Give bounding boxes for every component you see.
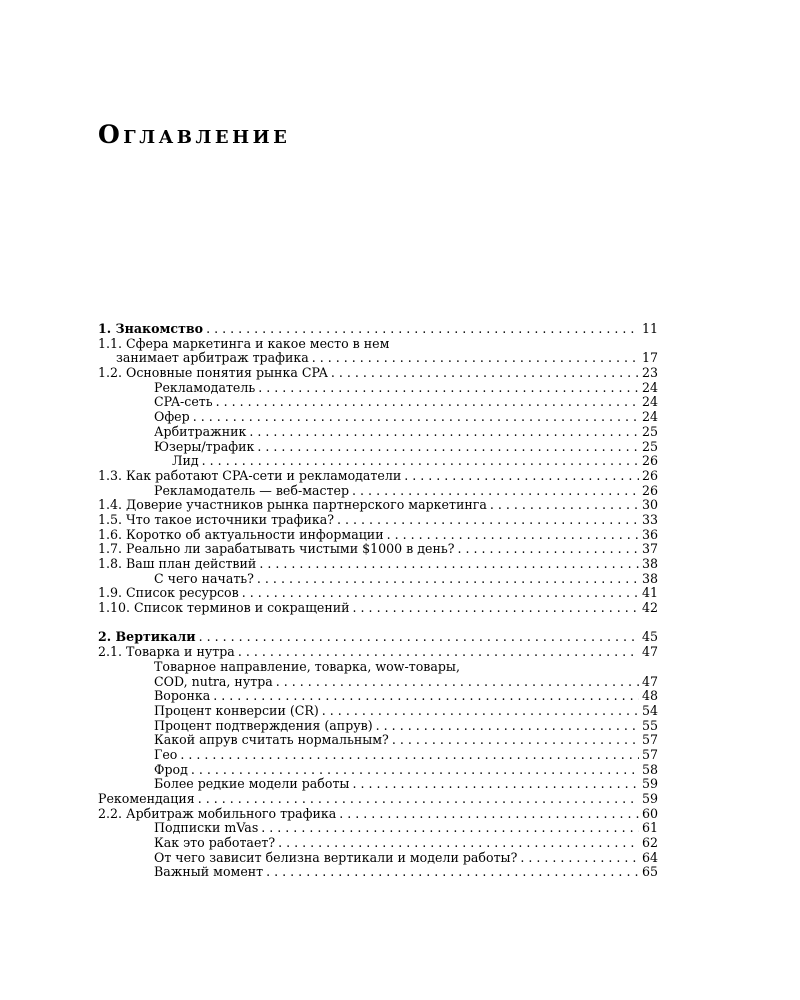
dot-leader — [276, 675, 639, 690]
toc-entry-title: Юзеры/трафик — [154, 438, 255, 454]
dot-leader — [387, 528, 639, 543]
toc-entry-2-1-4[interactable] — [98, 719, 658, 734]
toc-entry-title: 2. Вертикали — [98, 629, 196, 645]
toc-entry-title: 1.2. Основные понятия рынка CPA — [98, 365, 328, 381]
dot-leader — [322, 704, 639, 719]
dot-leader — [490, 498, 639, 513]
toc-entry-title: 1.10. Список терминов и сокращений — [98, 600, 350, 616]
toc-entry-2-2-2[interactable] — [98, 836, 658, 851]
toc-entry-title: 2.2. Арбитраж мобильного трафика — [98, 805, 337, 821]
toc-page-number: 30 — [641, 497, 658, 513]
dot-leader — [193, 410, 639, 425]
dot-leader — [213, 689, 639, 704]
toc-entry-1-7[interactable] — [98, 542, 658, 557]
toc-entry-title: Лид — [172, 453, 199, 469]
dot-leader — [352, 484, 639, 499]
dot-leader — [339, 807, 639, 822]
toc-entry-title: Как это работает? — [154, 835, 276, 851]
toc-entry-title: Процент подтверждения (апрув) — [154, 717, 373, 733]
toc-entry-1-1-line1[interactable] — [98, 337, 658, 352]
toc-entry-2-1-3[interactable] — [98, 704, 658, 719]
toc-page-number: 55 — [641, 717, 658, 733]
toc-entry-2-1-2[interactable] — [98, 689, 658, 704]
toc-page-number: 54 — [641, 702, 658, 718]
toc-page-number: 11 — [641, 321, 658, 336]
toc-page-number: 24 — [641, 394, 658, 410]
toc-entry-1-3-1[interactable] — [98, 484, 658, 499]
toc-entry-title: занимает арбитраж трафика — [116, 350, 309, 366]
dot-leader — [261, 821, 639, 836]
toc-entry-title: 2.1. Товарка и нутра — [98, 644, 235, 660]
toc-page-number: 24 — [641, 409, 658, 425]
dot-leader — [376, 719, 639, 734]
toc-entry-title: Рекомендация — [98, 791, 195, 806]
dot-leader — [457, 542, 638, 557]
toc-entry-title: С чего начать? — [154, 570, 254, 586]
toc-entry-title: 1.7. Реально ли зарабатывать чистыми $1000 в день? — [98, 541, 455, 557]
toc-page-number: 41 — [641, 585, 658, 601]
section-gap — [98, 616, 658, 631]
toc-page-number: 25 — [641, 438, 658, 454]
toc-entry-1-2-4[interactable] — [98, 425, 658, 440]
toc-page-number: 36 — [641, 526, 658, 542]
dot-leader — [206, 322, 639, 337]
dot-leader — [249, 425, 639, 440]
dot-leader — [352, 777, 639, 792]
toc-page-number: 45 — [641, 629, 658, 645]
toc-page-number: 26 — [641, 467, 658, 483]
toc-page-number: 65 — [641, 864, 658, 880]
toc-entry-title: Подписки mVas — [154, 820, 259, 836]
toc-entry-1-2-6[interactable] — [98, 454, 658, 469]
toc-entry-title: Рекламодатель — [154, 379, 256, 395]
toc-entry-2-1-1-line1[interactable] — [98, 660, 658, 675]
dot-leader — [202, 454, 639, 469]
toc-page-number: 47 — [641, 644, 658, 660]
toc-entry-1-1-line2[interactable] — [98, 351, 658, 366]
toc-entry-title: CPA-сеть — [154, 394, 213, 410]
toc-page-number: 48 — [641, 688, 658, 704]
page-title: Оглавление — [98, 120, 291, 149]
toc-page-number: 62 — [641, 835, 658, 851]
toc-page-number: 42 — [641, 600, 658, 616]
toc-entry-2-2-3[interactable] — [98, 851, 658, 866]
toc-entry-2-1-6[interactable] — [98, 748, 658, 763]
toc-entry-2-2-4[interactable] — [98, 865, 658, 880]
toc-entry-title: 1.6. Коротко об актуальности информации — [98, 526, 384, 542]
dot-leader — [278, 836, 639, 851]
toc-entry-1-2-5[interactable] — [98, 440, 658, 455]
dot-leader — [199, 630, 639, 645]
toc-page-number: 47 — [641, 673, 658, 689]
toc-entry-title: 1.4. Доверие участников рынка партнерского маркетинга — [98, 497, 487, 513]
toc-entry-title: COD, nutra, нутра — [154, 673, 273, 689]
dot-leader — [392, 733, 639, 748]
toc-entry-title: Офер — [154, 409, 190, 425]
toc-entry-title: 1.3. Как работают CPA-сети и рекламодатели — [98, 467, 402, 483]
toc-entry-title: 1.1. Сфера маркетинга и какое место в нем — [98, 335, 390, 351]
toc-entry-title: 1. Знакомство — [98, 321, 204, 336]
toc-entry-2-1-5[interactable] — [98, 733, 658, 748]
dot-leader — [198, 792, 639, 807]
toc-entry-1-8-1[interactable] — [98, 572, 658, 587]
dot-leader — [353, 601, 639, 616]
toc-entry-title: Воронка — [154, 688, 211, 704]
toc-entry-1-4[interactable] — [98, 498, 658, 513]
toc-page-number: 57 — [641, 746, 658, 762]
dot-leader — [312, 351, 639, 366]
toc-entry-title: От чего зависит белизна вертикали и модели работы? — [154, 849, 518, 865]
toc-page-number: 24 — [641, 379, 658, 395]
toc-entry-1-8[interactable] — [98, 557, 658, 572]
toc-entry-1-10[interactable] — [98, 601, 658, 616]
dot-leader — [259, 557, 639, 572]
toc-entry-2-2[interactable] — [98, 807, 658, 822]
toc-entry-title: Гео — [154, 746, 178, 762]
toc-entry-title: Важный момент — [154, 864, 264, 880]
toc-entry-1-6[interactable] — [98, 528, 658, 543]
dot-leader — [404, 469, 639, 484]
toc-entry-1-3[interactable] — [98, 469, 658, 484]
toc-entry-title: Какой апрув считать нормальным? — [154, 732, 389, 748]
toc-entry-title: 1.9. Список ресурсов — [98, 585, 239, 601]
dot-leader — [238, 645, 639, 660]
toc-page-number: 59 — [641, 791, 658, 806]
dot-leader — [258, 381, 639, 396]
toc-page-number: 26 — [641, 482, 658, 498]
toc-entry-2-1-1-line2[interactable] — [98, 675, 658, 690]
toc-entry-2-1[interactable] — [98, 645, 658, 660]
toc-entry-recommendation[interactable] — [98, 792, 658, 807]
toc-entry-2-1-8[interactable] — [98, 777, 658, 792]
toc-entry-1-2-1[interactable] — [98, 381, 658, 396]
toc-entry-section-1[interactable] — [98, 322, 658, 337]
toc-entry-section-2[interactable] — [98, 630, 658, 645]
dot-leader — [191, 763, 639, 778]
dot-leader — [257, 440, 639, 455]
toc-page-number: 17 — [641, 350, 658, 366]
toc-entry-1-9[interactable] — [98, 586, 658, 601]
dot-leader — [216, 395, 639, 410]
toc-entry-title: Рекламодатель — веб-мастер — [154, 482, 350, 498]
toc-entry-1-2-2[interactable] — [98, 395, 658, 410]
toc-entry-title: Фрод — [154, 761, 188, 777]
toc-page-number: 57 — [641, 732, 658, 748]
toc-page-number: 58 — [641, 761, 658, 777]
dot-leader — [331, 366, 639, 381]
toc-page-number: 64 — [641, 849, 658, 865]
toc-page-number: 23 — [641, 365, 658, 381]
dot-leader — [180, 748, 639, 763]
toc-entry-1-5[interactable] — [98, 513, 658, 528]
toc-entry-2-1-7[interactable] — [98, 763, 658, 778]
toc-entry-title: Товарное направление, товарка, wow-товары, — [154, 658, 460, 674]
dot-leader — [520, 851, 639, 866]
dot-leader — [337, 513, 639, 528]
dot-leader — [257, 572, 639, 587]
toc-page-number: 38 — [641, 556, 658, 571]
dot-leader — [242, 586, 639, 601]
toc-page-number: 38 — [641, 570, 658, 586]
toc-page-number: 33 — [641, 511, 658, 527]
toc-entry-2-2-1[interactable] — [98, 821, 658, 836]
dot-leader — [266, 865, 639, 880]
toc-entry-1-2[interactable] — [98, 366, 658, 381]
table-of-contents — [98, 322, 658, 880]
toc-page-number: 37 — [641, 541, 658, 557]
toc-entry-1-2-3[interactable] — [98, 410, 658, 425]
toc-page-number: 60 — [641, 805, 658, 821]
toc-entry-title: Процент конверсии (CR) — [154, 702, 319, 718]
toc-page-number: 59 — [641, 776, 658, 792]
toc-entry-title: Более редкие модели работы — [154, 776, 350, 792]
toc-entry-title: 1.5. Что такое источники трафика? — [98, 511, 335, 527]
toc-page-number: 61 — [641, 820, 658, 836]
toc-entry-title: 1.8. Ваш план действий — [98, 556, 257, 571]
toc-entry-title: Арбитражник — [154, 423, 247, 439]
toc-page-number: 25 — [641, 423, 658, 439]
toc-page-number: 26 — [641, 453, 658, 469]
